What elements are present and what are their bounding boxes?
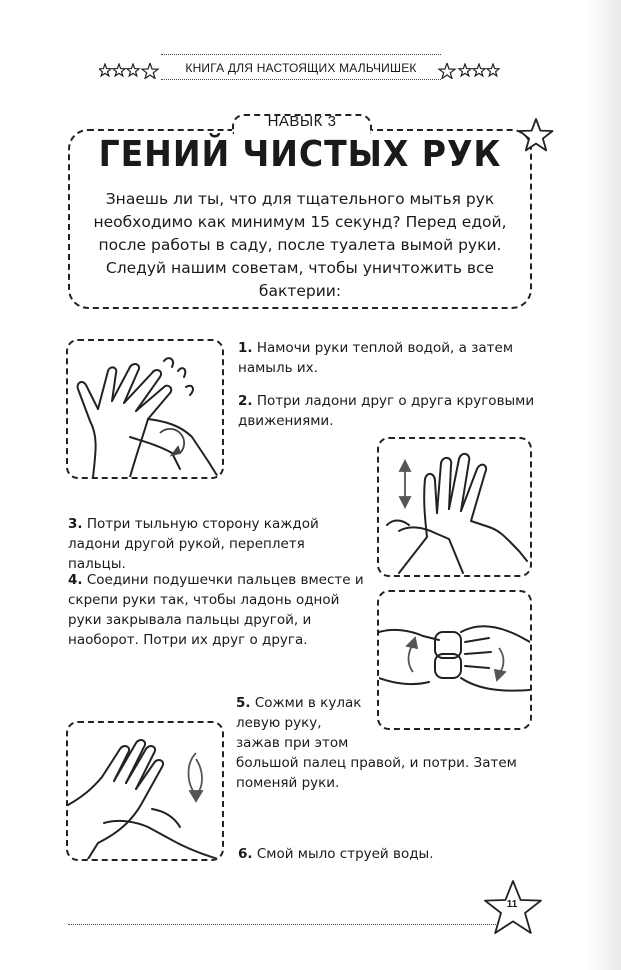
star-icon (517, 117, 555, 153)
book-title: КНИГА ДЛЯ НАСТОЯЩИХ МАЛЬЧИШЕК (185, 61, 417, 75)
skill-label: НАВЫК 3 (267, 113, 337, 130)
intro-paragraph: Знаешь ли ты, что для тщательного мытья рук необходимо как минимум 15 секунд? Перед едой, после работы в саду, после туалета вымой руки. Следуй нашим советам, чтобы уничтожить все бактерии: (93, 190, 507, 300)
step-4 (68, 570, 368, 650)
step-6-number: 6. (238, 846, 253, 862)
step-3 (68, 514, 358, 574)
palms-rubbing-icon (68, 341, 222, 477)
step-5-text-3: зажав при этом (236, 735, 349, 751)
page-edge-shadow (587, 0, 621, 970)
step-5-text-2: левую руку, (236, 715, 322, 731)
stars-left-icon (99, 63, 165, 79)
stars-right-icon (437, 63, 503, 79)
footer-rule (68, 924, 496, 925)
page-title: ГЕНИЙ ЧИСТЫХ РУК (98, 134, 502, 175)
step-1-number: 1. (238, 340, 253, 356)
step-1-text: Намочи руки теплой водой, а затем намыль их. (238, 340, 513, 376)
step-1 (238, 338, 538, 378)
step-3-number: 3. (68, 516, 83, 532)
step-5-text-5: поменяй руки. (236, 775, 340, 791)
step-5-number: 5. (236, 695, 251, 711)
step-6 (238, 844, 538, 864)
hands-illustration-4 (66, 721, 224, 861)
interlaced-fingers-icon (379, 439, 530, 575)
page-number: 11 (506, 899, 518, 910)
hands-illustration-1 (66, 339, 224, 479)
step-2 (238, 391, 548, 431)
header-stars-right (437, 63, 503, 79)
step-4-text: Соедини подушечки пальцев вместе и скрепи руки так, чтобы ладонь одной руки закрывала пальцы другой, и наоборот. Потри их друг о друга. (68, 572, 364, 648)
step-5-text-1: Сожми в кулак (254, 695, 362, 711)
step-4-number: 4. (68, 572, 83, 588)
step-2-number: 2. (238, 393, 253, 409)
step-3-text: Потри тыльную сторону каждой ладони другой рукой, переплетя пальцы. (68, 516, 319, 572)
step-6-text: Смой мыло струей воды. (256, 846, 434, 862)
step-5-line-1 (236, 693, 556, 713)
running-header (99, 60, 503, 84)
header-rule-bottom (161, 79, 441, 80)
hands-illustration-2 (377, 437, 532, 577)
rinsing-hands-icon (68, 723, 222, 859)
step-5 (236, 693, 556, 793)
header-stars-left (99, 63, 165, 79)
header-rule-top (161, 54, 441, 55)
step-2-text: Потри ладони друг о друга круговыми движениями. (238, 393, 535, 429)
step-5-text-4: большой палец правой, и потри. Затем (236, 755, 517, 771)
